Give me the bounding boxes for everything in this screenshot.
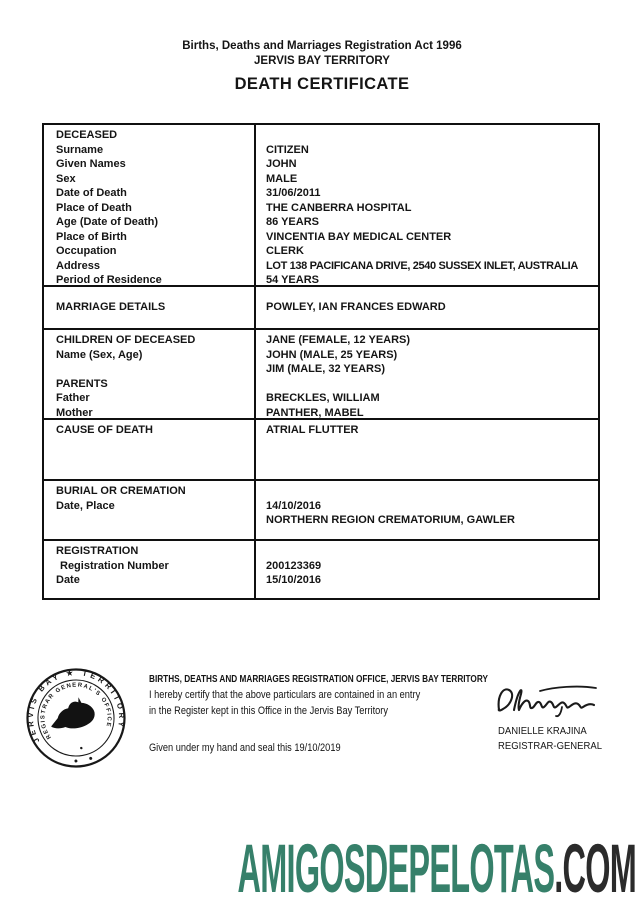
blank-line: [266, 377, 598, 392]
marriage-value: POWLEY, IAN FRANCES EDWARD: [266, 301, 446, 314]
blank-line: [266, 128, 598, 143]
mother-value: PANTHER, MABEL: [266, 406, 364, 418]
act-heading: Births, Deaths and Marriages Registration Act 1996: [182, 40, 462, 52]
registration-date-value: 15/10/2016: [266, 574, 322, 586]
watermark-logo: [237, 830, 636, 907]
burial-section-row: [44, 481, 598, 541]
deceased-section-label: DECEASED: [56, 129, 118, 141]
attestation-block: [149, 672, 488, 756]
field-label-given-names: Given Names: [56, 158, 126, 170]
field-value-place-of-death: THE CANBERRA HOSPITAL: [266, 201, 412, 214]
signatory-name: DANIELLE KRAJINA: [498, 726, 587, 737]
burial-place-value: NORTHERN REGION CREMATORIUM, GAWLER: [266, 514, 515, 526]
blank-line: [56, 362, 254, 377]
child-value-1: JANE (FEMALE, 12 YEARS): [266, 334, 411, 346]
certificate-table: [42, 123, 600, 600]
seal-dot: [80, 747, 83, 750]
watermark-brand: AMIGOSDEPELOTAS: [237, 830, 555, 907]
field-label-place-of-death: Place of Death: [56, 201, 132, 214]
signatory-title: REGISTRAR-GENERAL: [498, 741, 602, 752]
father-label: Father: [56, 392, 90, 404]
registration-values-cell: [256, 541, 598, 598]
child-value-2: JOHN (MALE, 25 YEARS): [266, 348, 398, 361]
children-parents-section-row: [44, 330, 598, 420]
field-label-sex: Sex: [56, 172, 76, 185]
burial-date-place-label: Date, Place: [56, 499, 115, 512]
field-value-date-of-death: 31/06/2011: [266, 187, 321, 199]
field-value-surname: CITIZEN: [266, 143, 309, 156]
mother-label: Mother: [56, 406, 93, 418]
marriage-section-row: [44, 287, 598, 330]
children-parents-values-cell: [256, 330, 598, 418]
burial-section-label: BURIAL OR CREMATION: [56, 485, 186, 497]
seal-territory-map-silhouette: [47, 695, 97, 733]
marriage-label-cell: [44, 287, 256, 328]
watermark-tld: .COM: [554, 830, 636, 907]
father-value: BRECKLES, WILLIAM: [266, 392, 380, 404]
burial-labels-cell: [44, 481, 256, 539]
certificate-title: DEATH CERTIFICATE: [234, 75, 410, 93]
seal-outer-text: JERVIS BAY ★ TERRITORY: [25, 668, 127, 745]
spacer: [149, 719, 488, 741]
children-section-label: CHILDREN OF DECEASED: [56, 334, 196, 346]
cause-value: ATRIAL FLUTTER: [266, 424, 359, 436]
field-label-surname: Surname: [56, 143, 104, 156]
registrar-signature: [492, 681, 617, 721]
field-value-age: 86 YEARS: [266, 216, 319, 228]
burial-values-cell: [256, 481, 598, 539]
registration-section-label: REGISTRATION: [56, 545, 139, 557]
child-value-3: JIM (MALE, 32 YEARS): [266, 363, 385, 375]
registrar-general-seal-stamp: [20, 662, 132, 774]
registration-number-value: 200123369: [266, 559, 322, 572]
given-under-hand-line: Given under my hand and seal this 19/10/2019: [149, 742, 341, 754]
field-value-period-of-residence: 54 YEARS: [266, 274, 319, 285]
blank-line: [266, 484, 598, 499]
deceased-labels-cell: [44, 125, 256, 285]
marriage-value-cell: [256, 287, 598, 328]
registration-number-label: Registration Number: [60, 559, 169, 572]
marriage-section-label: MARRIAGE DETAILS: [56, 301, 166, 314]
deceased-values-cell: [256, 125, 598, 285]
field-label-period-of-residence: Period of Residence: [56, 274, 162, 285]
certify-line-1: I hereby certify that the above particulars are contained in an entry: [149, 689, 421, 701]
cause-of-death-section-row: [44, 420, 598, 481]
field-value-place-of-birth: VINCENTIA BAY MEDICAL CENTER: [266, 230, 452, 243]
parents-section-label: PARENTS: [56, 377, 108, 390]
cause-value-cell: [256, 420, 598, 479]
field-value-given-names: JOHN: [266, 158, 297, 170]
certify-line-2: in the Register kept in this Office in the Jervis Bay Territory: [149, 704, 388, 717]
field-label-date-of-death: Date of Death: [56, 187, 127, 199]
field-value-occupation: CLERK: [266, 245, 304, 257]
deceased-section-row: [44, 125, 598, 287]
registration-date-label: Date: [56, 574, 80, 586]
field-label-occupation: Occupation: [56, 245, 117, 257]
territory-heading: JERVIS BAY TERRITORY: [254, 55, 390, 67]
registration-labels-cell: [44, 541, 256, 598]
children-sub-label: Name (Sex, Age): [56, 348, 143, 361]
burial-date-value: 14/10/2016: [266, 499, 322, 512]
cause-section-label: CAUSE OF DEATH: [56, 424, 153, 436]
seal-dot: [74, 759, 77, 762]
seal-dot: [89, 757, 92, 760]
blank-line: [266, 544, 598, 559]
registration-section-row: [44, 541, 598, 598]
field-label-place-of-birth: Place of Birth: [56, 230, 127, 243]
cause-label-cell: [44, 420, 256, 479]
children-parents-labels-cell: [44, 330, 256, 418]
registration-office-line: BIRTHS, DEATHS AND MARRIAGES REGISTRATION OFFICE, JERVIS BAY TERRITORY: [149, 674, 488, 685]
seal-inner-text: REGISTRAR GENERAL'S OFFICE: [40, 682, 112, 740]
field-value-sex: MALE: [266, 172, 298, 185]
field-label-age: Age (Date of Death): [56, 216, 159, 228]
field-value-address: LOT 138 PACIFICANA DRIVE, 2540 SUSSEX INLET, AUSTRALIA: [266, 259, 578, 272]
field-label-address: Address: [56, 259, 101, 272]
